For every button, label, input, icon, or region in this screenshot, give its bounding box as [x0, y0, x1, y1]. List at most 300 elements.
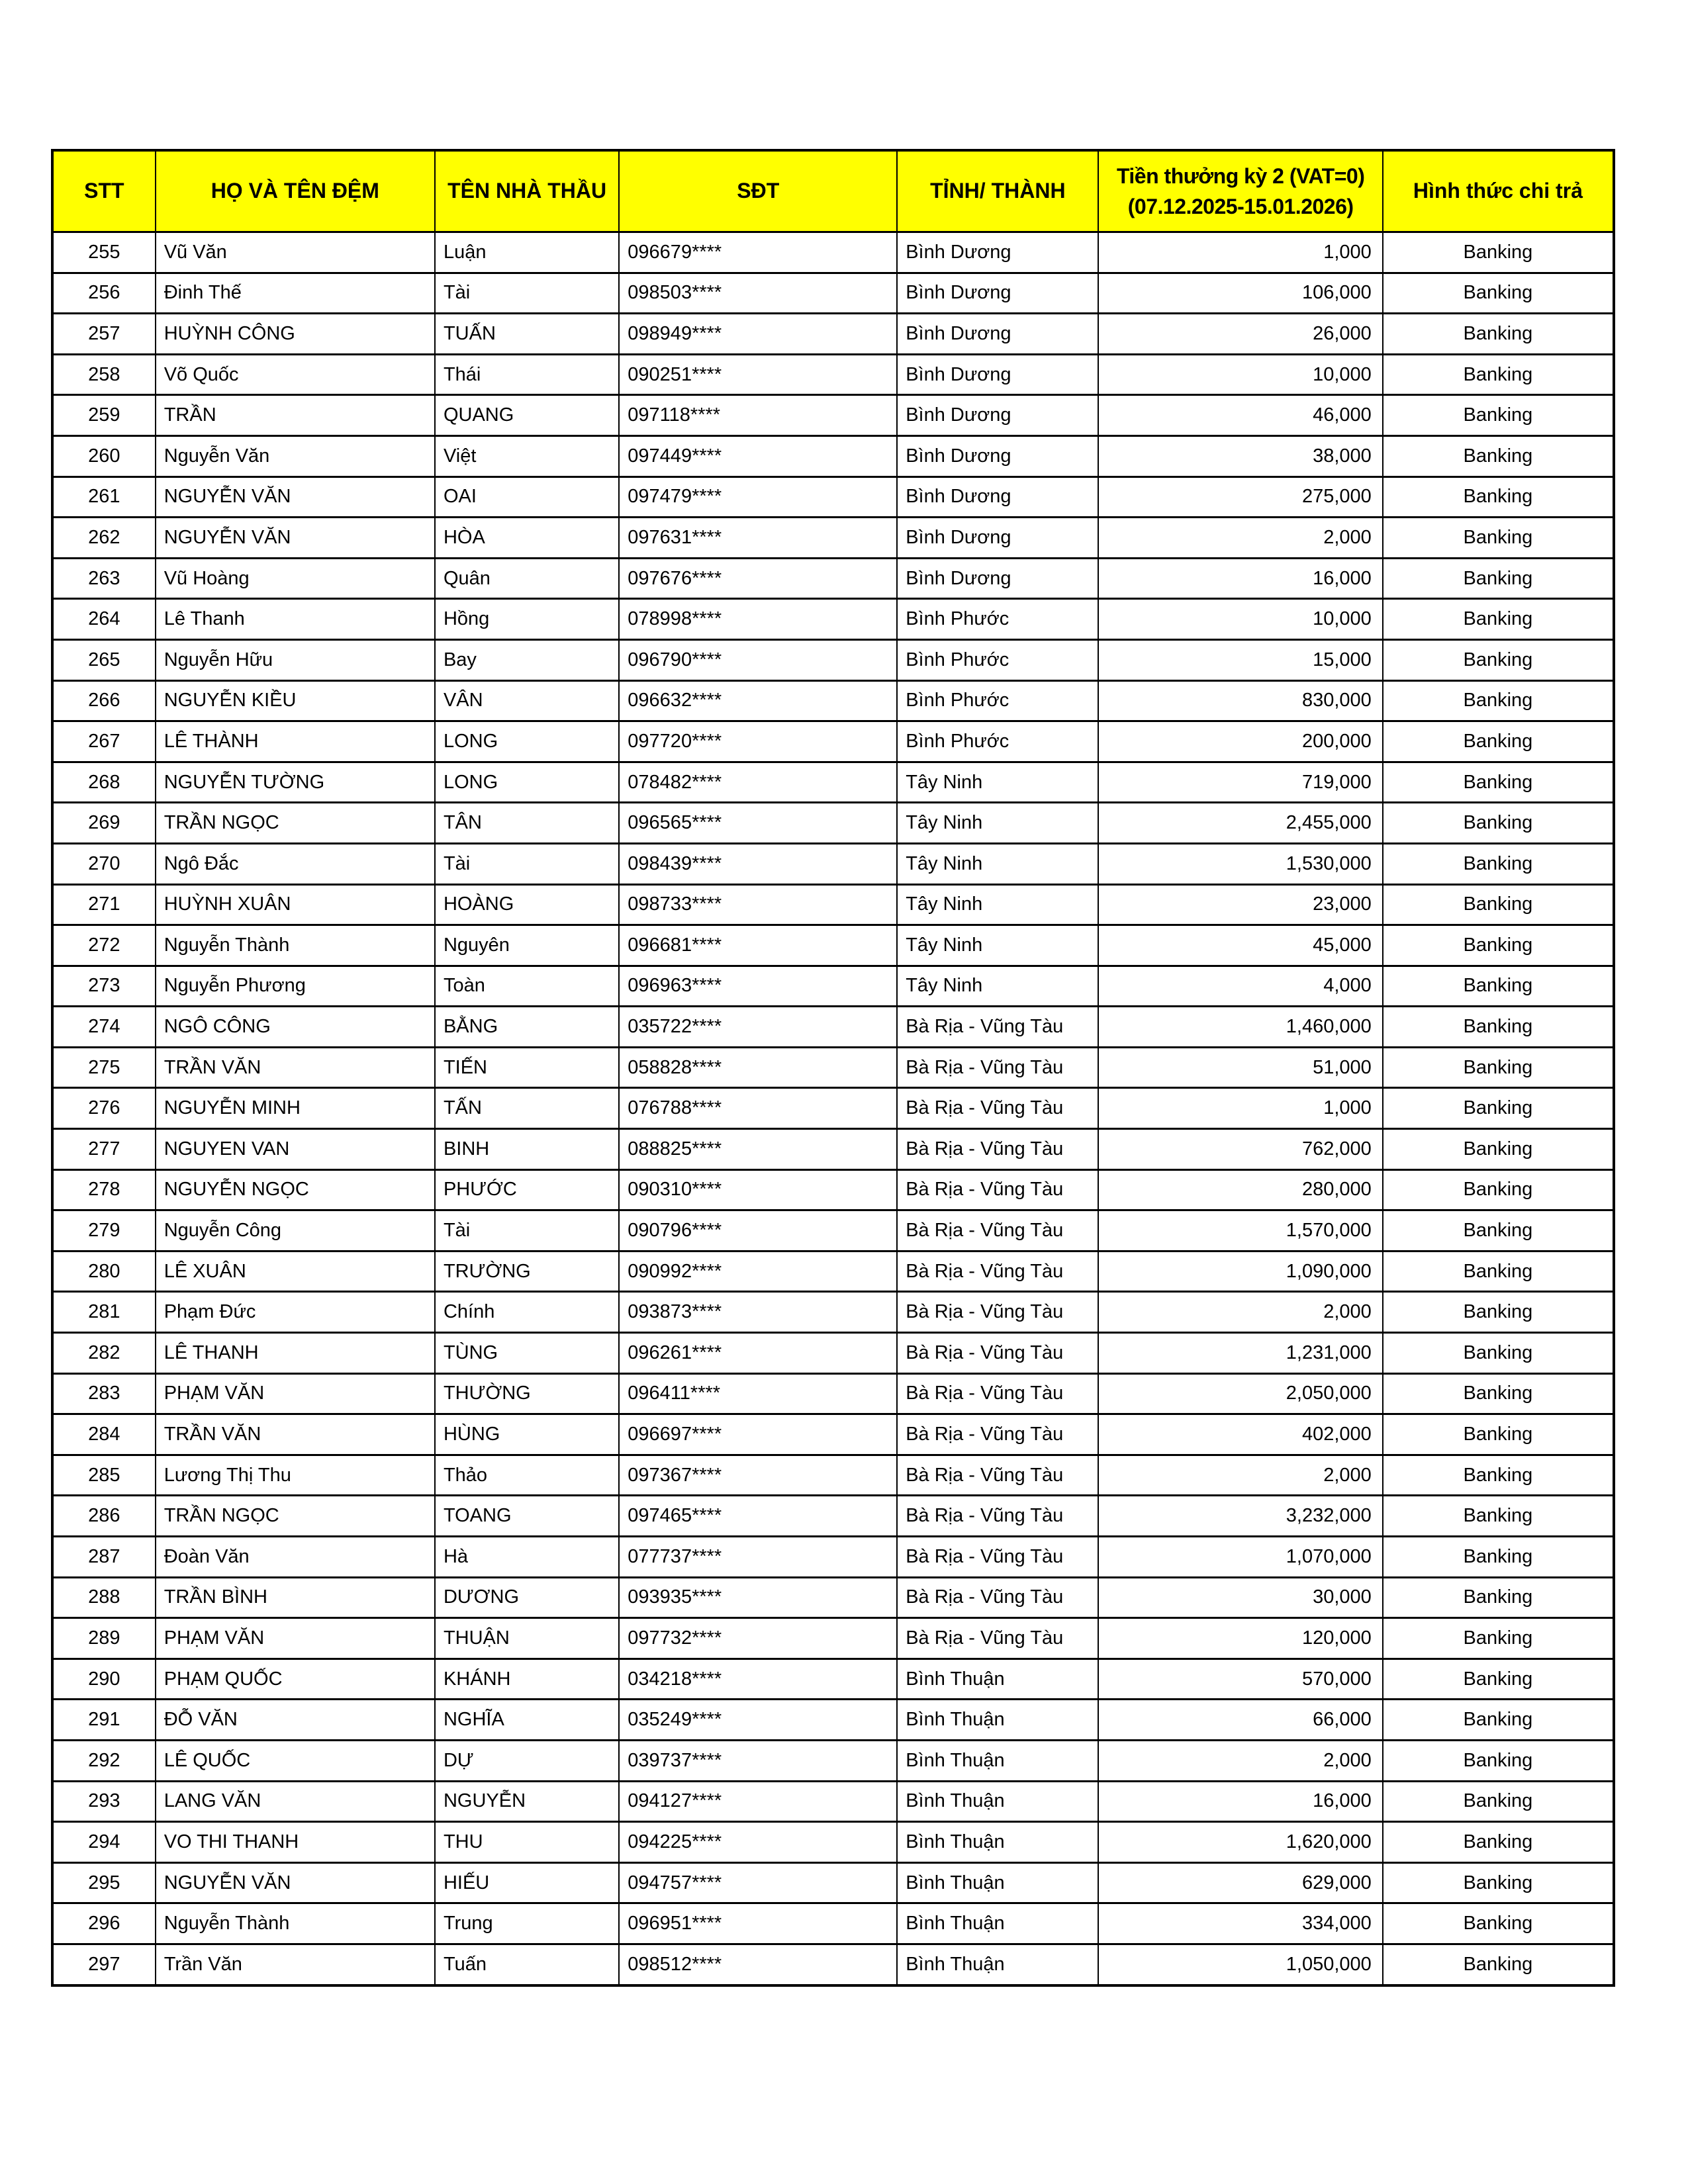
first-middle-name-cell: NGUYỄN TƯỜNG	[156, 762, 435, 803]
payment-method-cell: Banking	[1383, 925, 1614, 966]
reward-amount-cell: 1,050,000	[1098, 1944, 1382, 1985]
first-middle-name-cell: TRẦN VĂN	[156, 1414, 435, 1455]
payment-method-cell: Banking	[1383, 1047, 1614, 1088]
table-row	[52, 1944, 1614, 1985]
header-contractor-name: TÊN NHÀ THẦU	[435, 150, 619, 232]
province-cell: Bà Rịa - Vũng Tàu	[897, 1455, 1098, 1496]
table-row	[52, 925, 1614, 966]
contractor-name-cell: Quân	[435, 558, 619, 599]
phone-cell: 093873****	[619, 1292, 897, 1333]
contractor-name-cell: THU	[435, 1822, 619, 1863]
contractor-name-cell: Tài	[435, 843, 619, 884]
stt-cell: 263	[52, 558, 156, 599]
reward-amount-cell: 200,000	[1098, 721, 1382, 762]
reward-amount-cell: 830,000	[1098, 680, 1382, 721]
province-cell: Bà Rịa - Vũng Tàu	[897, 1333, 1098, 1374]
first-middle-name-cell: TRẦN BÌNH	[156, 1577, 435, 1618]
contractor-name-cell: Hồng	[435, 599, 619, 640]
first-middle-name-cell: Võ Quốc	[156, 354, 435, 395]
table-row	[52, 232, 1614, 273]
first-middle-name-cell: PHẠM VĂN	[156, 1618, 435, 1659]
reward-amount-cell: 2,000	[1098, 1455, 1382, 1496]
first-middle-name-cell: Trần Văn	[156, 1944, 435, 1985]
province-cell: Bà Rịa - Vũng Tàu	[897, 1496, 1098, 1537]
reward-amount-cell: 16,000	[1098, 558, 1382, 599]
reward-amount-cell: 2,000	[1098, 1292, 1382, 1333]
payment-method-cell: Banking	[1383, 1007, 1614, 1048]
first-middle-name-cell: TRẦN	[156, 395, 435, 436]
province-cell: Bình Thuận	[897, 1700, 1098, 1741]
payment-method-cell: Banking	[1383, 232, 1614, 273]
stt-cell: 290	[52, 1659, 156, 1700]
contractor-name-cell: QUANG	[435, 395, 619, 436]
province-cell: Tây Ninh	[897, 762, 1098, 803]
phone-cell: 097676****	[619, 558, 897, 599]
reward-amount-cell: 275,000	[1098, 477, 1382, 518]
stt-cell: 285	[52, 1455, 156, 1496]
stt-cell: 278	[52, 1169, 156, 1210]
province-cell: Bà Rịa - Vũng Tàu	[897, 1129, 1098, 1170]
stt-cell: 284	[52, 1414, 156, 1455]
first-middle-name-cell: TRẦN NGỌC	[156, 803, 435, 844]
first-middle-name-cell: LÊ THANH	[156, 1333, 435, 1374]
table-row	[52, 1333, 1614, 1374]
stt-cell: 264	[52, 599, 156, 640]
province-cell: Tây Ninh	[897, 966, 1098, 1007]
table-row	[52, 1781, 1614, 1822]
reward-amount-cell: 26,000	[1098, 314, 1382, 355]
phone-cell: 090310****	[619, 1169, 897, 1210]
header-reward-period2	[1098, 150, 1382, 232]
payment-method-cell: Banking	[1383, 966, 1614, 1007]
province-cell: Bà Rịa - Vũng Tàu	[897, 1577, 1098, 1618]
contractor-name-cell: Trung	[435, 1903, 619, 1944]
payment-method-cell: Banking	[1383, 1169, 1614, 1210]
phone-cell: 058828****	[619, 1047, 897, 1088]
first-middle-name-cell: Lê Thanh	[156, 599, 435, 640]
stt-cell: 255	[52, 232, 156, 273]
province-cell: Bình Thuận	[897, 1862, 1098, 1903]
stt-cell: 261	[52, 477, 156, 518]
contractor-name-cell: HIẾU	[435, 1862, 619, 1903]
province-cell: Bình Thuận	[897, 1822, 1098, 1863]
header-stt: STT	[52, 150, 156, 232]
table-row	[52, 518, 1614, 559]
province-cell: Bình Dương	[897, 395, 1098, 436]
contractor-name-cell: Thảo	[435, 1455, 619, 1496]
payment-method-cell: Banking	[1383, 884, 1614, 925]
phone-cell: 096411****	[619, 1373, 897, 1414]
table-row	[52, 1903, 1614, 1944]
stt-cell: 257	[52, 314, 156, 355]
table-row	[52, 639, 1614, 680]
reward-amount-cell: 51,000	[1098, 1047, 1382, 1088]
first-middle-name-cell: LÊ QUỐC	[156, 1740, 435, 1781]
reward-amount-cell: 23,000	[1098, 884, 1382, 925]
province-cell: Bình Dương	[897, 477, 1098, 518]
table-row	[52, 1700, 1614, 1741]
reward-amount-cell: 10,000	[1098, 354, 1382, 395]
first-middle-name-cell: Nguyễn Hữu	[156, 639, 435, 680]
payment-method-cell: Banking	[1383, 762, 1614, 803]
reward-amount-cell: 15,000	[1098, 639, 1382, 680]
reward-amount-cell: 16,000	[1098, 1781, 1382, 1822]
province-cell: Bình Thuận	[897, 1740, 1098, 1781]
first-middle-name-cell: TRẦN VĂN	[156, 1047, 435, 1088]
table-row	[52, 477, 1614, 518]
phone-cell: 034218****	[619, 1659, 897, 1700]
reward-amount-cell: 1,570,000	[1098, 1210, 1382, 1251]
phone-cell: 076788****	[619, 1088, 897, 1129]
province-cell: Bình Dương	[897, 435, 1098, 477]
table-row	[52, 1496, 1614, 1537]
payment-method-cell: Banking	[1383, 1496, 1614, 1537]
payment-method-cell: Banking	[1383, 1822, 1614, 1863]
phone-cell: 096963****	[619, 966, 897, 1007]
reward-amount-cell: 719,000	[1098, 762, 1382, 803]
payment-method-cell: Banking	[1383, 518, 1614, 559]
header-first-middle-name: HỌ VÀ TÊN ĐỆM	[156, 150, 435, 232]
stt-cell: 296	[52, 1903, 156, 1944]
table-row	[52, 1047, 1614, 1088]
table-row	[52, 1169, 1614, 1210]
payment-method-cell: Banking	[1383, 1414, 1614, 1455]
phone-cell: 077737****	[619, 1537, 897, 1578]
reward-amount-cell: 45,000	[1098, 925, 1382, 966]
province-cell: Bình Thuận	[897, 1659, 1098, 1700]
phone-cell: 097118****	[619, 395, 897, 436]
stt-cell: 273	[52, 966, 156, 1007]
contractor-name-cell: Bay	[435, 639, 619, 680]
phone-cell: 096261****	[619, 1333, 897, 1374]
table-row	[52, 884, 1614, 925]
table-row	[52, 1373, 1614, 1414]
contractor-name-cell: TRƯỜNG	[435, 1251, 619, 1292]
first-middle-name-cell: Lương Thị Thu	[156, 1455, 435, 1496]
contractor-name-cell: OAI	[435, 477, 619, 518]
phone-cell: 035249****	[619, 1700, 897, 1741]
payment-method-cell: Banking	[1383, 639, 1614, 680]
reward-amount-cell: 1,000	[1098, 1088, 1382, 1129]
table-row	[52, 1740, 1614, 1781]
phone-cell: 097367****	[619, 1455, 897, 1496]
reward-amount-cell: 1,530,000	[1098, 843, 1382, 884]
payment-method-cell: Banking	[1383, 395, 1614, 436]
payment-method-cell: Banking	[1383, 1740, 1614, 1781]
phone-cell: 096951****	[619, 1903, 897, 1944]
payment-method-cell: Banking	[1383, 1373, 1614, 1414]
phone-cell: 098503****	[619, 273, 897, 314]
stt-cell: 275	[52, 1047, 156, 1088]
payment-method-cell: Banking	[1383, 435, 1614, 477]
province-cell: Bà Rịa - Vũng Tàu	[897, 1210, 1098, 1251]
province-cell: Bình Thuận	[897, 1781, 1098, 1822]
stt-cell: 270	[52, 843, 156, 884]
table-row	[52, 1292, 1614, 1333]
reward-amount-cell: 1,000	[1098, 232, 1382, 273]
table-row	[52, 1659, 1614, 1700]
contractor-name-cell: TÙNG	[435, 1333, 619, 1374]
first-middle-name-cell: Vũ Văn	[156, 232, 435, 273]
stt-cell: 274	[52, 1007, 156, 1048]
payment-method-cell: Banking	[1383, 477, 1614, 518]
stt-cell: 272	[52, 925, 156, 966]
first-middle-name-cell: Ngô Đắc	[156, 843, 435, 884]
table-row	[52, 1088, 1614, 1129]
first-middle-name-cell: NGUYỄN MINH	[156, 1088, 435, 1129]
table-row	[52, 1129, 1614, 1170]
payment-method-cell: Banking	[1383, 1700, 1614, 1741]
reward-amount-cell: 10,000	[1098, 599, 1382, 640]
first-middle-name-cell: Đinh Thế	[156, 273, 435, 314]
phone-cell: 098733****	[619, 884, 897, 925]
stt-cell: 288	[52, 1577, 156, 1618]
stt-cell: 287	[52, 1537, 156, 1578]
contractor-name-cell: PHƯỚC	[435, 1169, 619, 1210]
contractor-name-cell: VÂN	[435, 680, 619, 721]
province-cell: Bà Rịa - Vũng Tàu	[897, 1169, 1098, 1210]
reward-amount-cell: 2,455,000	[1098, 803, 1382, 844]
reward-amount-cell: 1,460,000	[1098, 1007, 1382, 1048]
province-cell: Bình Phước	[897, 599, 1098, 640]
first-middle-name-cell: Vũ Hoàng	[156, 558, 435, 599]
table-row	[52, 1007, 1614, 1048]
payment-method-cell: Banking	[1383, 354, 1614, 395]
phone-cell: 035722****	[619, 1007, 897, 1048]
stt-cell: 262	[52, 518, 156, 559]
stt-cell: 265	[52, 639, 156, 680]
province-cell: Bà Rịa - Vũng Tàu	[897, 1414, 1098, 1455]
header-reward-line1: Tiền thưởng kỳ 2 (VAT=0)	[1116, 163, 1365, 188]
province-cell: Bà Rịa - Vũng Tàu	[897, 1537, 1098, 1578]
phone-cell: 097732****	[619, 1618, 897, 1659]
contractor-name-cell: KHÁNH	[435, 1659, 619, 1700]
province-cell: Bà Rịa - Vũng Tàu	[897, 1088, 1098, 1129]
header-row	[52, 150, 1614, 232]
first-middle-name-cell: LÊ THÀNH	[156, 721, 435, 762]
payment-method-cell: Banking	[1383, 803, 1614, 844]
first-middle-name-cell: LANG VĂN	[156, 1781, 435, 1822]
payment-method-cell: Banking	[1383, 1618, 1614, 1659]
payment-method-cell: Banking	[1383, 1129, 1614, 1170]
table-row	[52, 1537, 1614, 1578]
first-middle-name-cell: NGUYỄN VĂN	[156, 477, 435, 518]
stt-cell: 276	[52, 1088, 156, 1129]
stt-cell: 293	[52, 1781, 156, 1822]
table-row	[52, 558, 1614, 599]
phone-cell: 097631****	[619, 518, 897, 559]
payment-method-cell: Banking	[1383, 1781, 1614, 1822]
phone-cell: 098949****	[619, 314, 897, 355]
stt-cell: 266	[52, 680, 156, 721]
contractor-name-cell: Luận	[435, 232, 619, 273]
contractor-name-cell: HÙNG	[435, 1414, 619, 1455]
phone-cell: 093935****	[619, 1577, 897, 1618]
payment-method-cell: Banking	[1383, 1210, 1614, 1251]
stt-cell: 268	[52, 762, 156, 803]
payment-method-cell: Banking	[1383, 1659, 1614, 1700]
province-cell: Bình Thuận	[897, 1944, 1098, 1985]
stt-cell: 297	[52, 1944, 156, 1985]
province-cell: Bà Rịa - Vũng Tàu	[897, 1373, 1098, 1414]
table-row	[52, 1455, 1614, 1496]
phone-cell: 098512****	[619, 1944, 897, 1985]
payment-method-cell: Banking	[1383, 1088, 1614, 1129]
phone-cell: 097479****	[619, 477, 897, 518]
contractor-name-cell: LONG	[435, 721, 619, 762]
header-phone: SĐT	[619, 150, 897, 232]
stt-cell: 286	[52, 1496, 156, 1537]
table-row	[52, 1822, 1614, 1863]
phone-cell: 078998****	[619, 599, 897, 640]
province-cell: Bà Rịa - Vũng Tàu	[897, 1251, 1098, 1292]
contractor-name-cell: TÂN	[435, 803, 619, 844]
phone-cell: 088825****	[619, 1129, 897, 1170]
phone-cell: 097720****	[619, 721, 897, 762]
contractor-name-cell: Tuấn	[435, 1944, 619, 1985]
phone-cell: 096697****	[619, 1414, 897, 1455]
payment-method-cell: Banking	[1383, 680, 1614, 721]
payment-method-cell: Banking	[1383, 1292, 1614, 1333]
payment-method-cell: Banking	[1383, 599, 1614, 640]
first-middle-name-cell: Nguyễn Phương	[156, 966, 435, 1007]
first-middle-name-cell: Phạm Đức	[156, 1292, 435, 1333]
reward-amount-cell: 38,000	[1098, 435, 1382, 477]
province-cell: Bà Rịa - Vũng Tàu	[897, 1292, 1098, 1333]
province-cell: Bình Phước	[897, 639, 1098, 680]
phone-cell: 090251****	[619, 354, 897, 395]
first-middle-name-cell: Đoàn Văn	[156, 1537, 435, 1578]
first-middle-name-cell: Nguyễn Văn	[156, 435, 435, 477]
reward-amount-cell: 2,000	[1098, 518, 1382, 559]
province-cell: Bình Thuận	[897, 1903, 1098, 1944]
payment-method-cell: Banking	[1383, 314, 1614, 355]
table-row	[52, 721, 1614, 762]
payment-method-cell: Banking	[1383, 1944, 1614, 1985]
contractor-name-cell: TIẾN	[435, 1047, 619, 1088]
phone-cell: 097449****	[619, 435, 897, 477]
stt-cell: 271	[52, 884, 156, 925]
table-row	[52, 395, 1614, 436]
province-cell: Bình Dương	[897, 273, 1098, 314]
first-middle-name-cell: Nguyễn Công	[156, 1210, 435, 1251]
payment-method-cell: Banking	[1383, 558, 1614, 599]
reward-amount-cell: 4,000	[1098, 966, 1382, 1007]
first-middle-name-cell: Nguyễn Thành	[156, 1903, 435, 1944]
stt-cell: 282	[52, 1333, 156, 1374]
stt-cell: 280	[52, 1251, 156, 1292]
contractor-name-cell: Tài	[435, 273, 619, 314]
table-row	[52, 966, 1614, 1007]
stt-cell: 269	[52, 803, 156, 844]
payment-method-cell: Banking	[1383, 1455, 1614, 1496]
phone-cell: 090796****	[619, 1210, 897, 1251]
stt-cell: 281	[52, 1292, 156, 1333]
reward-amount-cell: 762,000	[1098, 1129, 1382, 1170]
phone-cell: 096681****	[619, 925, 897, 966]
first-middle-name-cell: HUỲNH XUÂN	[156, 884, 435, 925]
first-middle-name-cell: LÊ XUÂN	[156, 1251, 435, 1292]
payment-method-cell: Banking	[1383, 273, 1614, 314]
province-cell: Tây Ninh	[897, 884, 1098, 925]
reward-amount-cell: 46,000	[1098, 395, 1382, 436]
contractor-name-cell: Tài	[435, 1210, 619, 1251]
contractor-name-cell: Nguyên	[435, 925, 619, 966]
contractor-name-cell: HÒA	[435, 518, 619, 559]
table-row	[52, 314, 1614, 355]
first-middle-name-cell: PHẠM VĂN	[156, 1373, 435, 1414]
reward-table	[51, 149, 1615, 1987]
first-middle-name-cell: ĐỖ VĂN	[156, 1700, 435, 1741]
payment-method-cell: Banking	[1383, 843, 1614, 884]
reward-amount-cell: 402,000	[1098, 1414, 1382, 1455]
reward-amount-cell: 1,620,000	[1098, 1822, 1382, 1863]
stt-cell: 295	[52, 1862, 156, 1903]
contractor-name-cell: THUẬN	[435, 1618, 619, 1659]
stt-cell: 294	[52, 1822, 156, 1863]
stt-cell: 267	[52, 721, 156, 762]
reward-amount-cell: 629,000	[1098, 1862, 1382, 1903]
payment-method-cell: Banking	[1383, 1903, 1614, 1944]
contractor-name-cell: HOÀNG	[435, 884, 619, 925]
first-middle-name-cell: PHẠM QUỐC	[156, 1659, 435, 1700]
payment-method-cell: Banking	[1383, 1251, 1614, 1292]
province-cell: Tây Ninh	[897, 925, 1098, 966]
contractor-name-cell: BINH	[435, 1129, 619, 1170]
table-row	[52, 803, 1614, 844]
stt-cell: 258	[52, 354, 156, 395]
stt-cell: 291	[52, 1700, 156, 1741]
phone-cell: 078482****	[619, 762, 897, 803]
payment-method-cell: Banking	[1383, 1537, 1614, 1578]
province-cell: Bình Dương	[897, 558, 1098, 599]
phone-cell: 094127****	[619, 1781, 897, 1822]
table-row	[52, 680, 1614, 721]
contractor-name-cell: NGHĨA	[435, 1700, 619, 1741]
reward-amount-cell: 106,000	[1098, 273, 1382, 314]
stt-cell: 289	[52, 1618, 156, 1659]
first-middle-name-cell: VO THI THANH	[156, 1822, 435, 1863]
header-reward-line2: (07.12.2025-15.01.2026)	[1127, 195, 1354, 218]
province-cell: Tây Ninh	[897, 803, 1098, 844]
phone-cell: 096632****	[619, 680, 897, 721]
phone-cell: 097465****	[619, 1496, 897, 1537]
table-row	[52, 1577, 1614, 1618]
stt-cell: 277	[52, 1129, 156, 1170]
contractor-name-cell: TOANG	[435, 1496, 619, 1537]
table-row	[52, 435, 1614, 477]
table-row	[52, 599, 1614, 640]
reward-table-header	[52, 150, 1614, 232]
payment-method-cell: Banking	[1383, 721, 1614, 762]
reward-amount-cell: 1,090,000	[1098, 1251, 1382, 1292]
stt-cell: 279	[52, 1210, 156, 1251]
stt-cell: 259	[52, 395, 156, 436]
phone-cell: 096790****	[619, 639, 897, 680]
contractor-name-cell: LONG	[435, 762, 619, 803]
first-middle-name-cell: NGUYỄN NGỌC	[156, 1169, 435, 1210]
contractor-name-cell: DƯƠNG	[435, 1577, 619, 1618]
province-cell: Bà Rịa - Vũng Tàu	[897, 1007, 1098, 1048]
table-body	[52, 232, 1614, 1985]
table-row	[52, 1414, 1614, 1455]
phone-cell: 096565****	[619, 803, 897, 844]
payment-method-cell: Banking	[1383, 1333, 1614, 1374]
province-cell: Bình Dương	[897, 232, 1098, 273]
table-row	[52, 1251, 1614, 1292]
phone-cell: 039737****	[619, 1740, 897, 1781]
province-cell: Bình Dương	[897, 354, 1098, 395]
